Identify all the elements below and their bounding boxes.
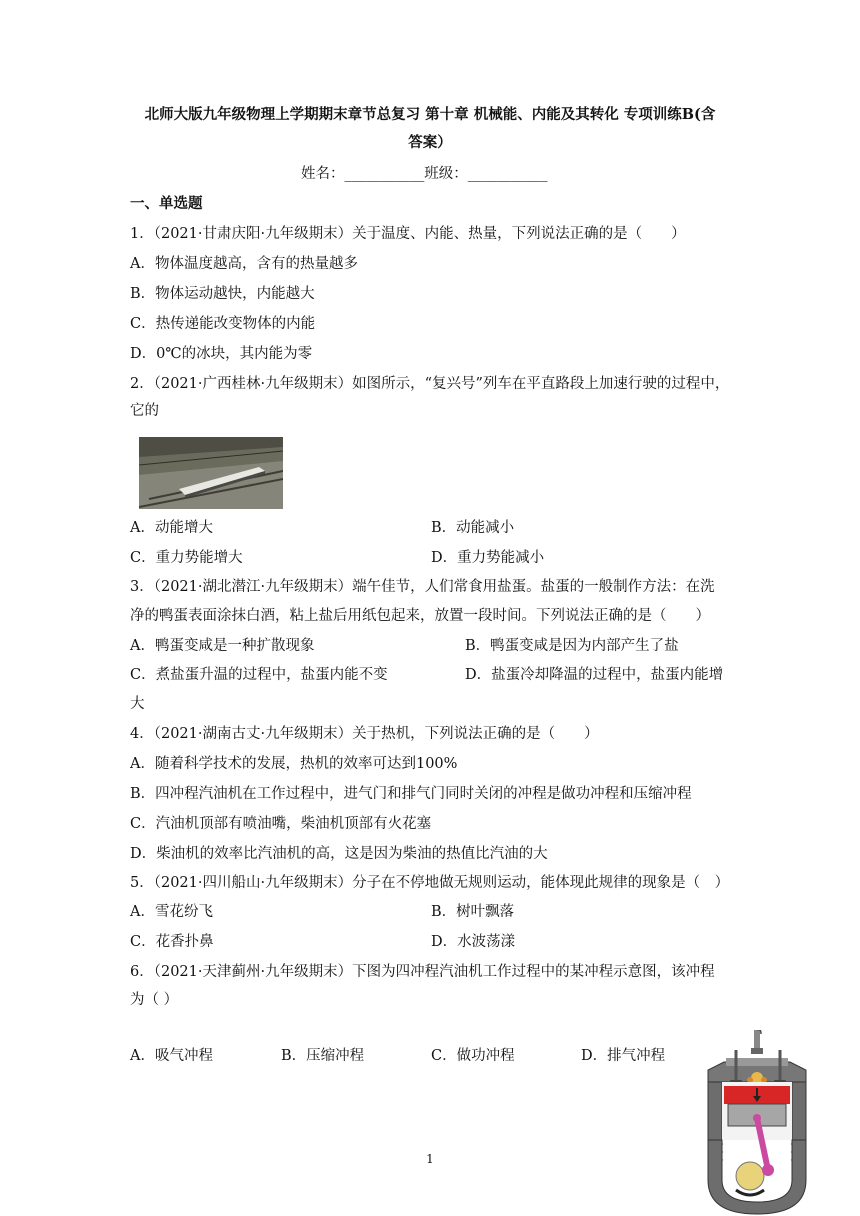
q1-option-d: D．0℃的冰块，其内能为零: [130, 346, 313, 362]
title-line-1: 北师大版九年级物理上学期期末章节总复习 第十章 机械能、内能及其转化 专项训练B(含: [144, 106, 716, 123]
q4-option-b: B．四冲程汽油机在工作过程中，进气门和排气门同时关闭的冲程是做功冲程和压缩冲程: [130, 786, 692, 802]
q1-option-a: A．物体温度越高，含有的热量越多: [130, 256, 358, 272]
q6-option-c: C．做功冲程: [431, 1048, 515, 1064]
q4-option-c: C．汽油机顶部有喷油嘴，柴油机顶部有火花塞: [130, 816, 432, 832]
train-photo: [139, 437, 283, 509]
q3-stem-line-1: 3．（2021·湖北潜江·九年级期末）端午佳节，人们常食用盐蛋。盐蛋的一般制作方法：在洗: [130, 579, 715, 595]
q3-option-b: B．鸭蛋变咸是因为内部产生了盐: [465, 638, 679, 654]
q1-option-b: B．物体运动越快，内能越大: [130, 286, 315, 302]
q5-option-c: C．花香扑鼻: [130, 934, 214, 950]
q5-stem: 5．（2021·四川船山·九年级期末）分子在不停地做无规则运动，能体现此规律的现象是（ ）: [130, 875, 730, 891]
q2-stem-line-1: 2．（2021·广西桂林·九年级期末）如图所示，“复兴号”列车在平直路段上加速行驶的过程中，: [130, 376, 730, 392]
q3-stem-line-2: 净的鸭蛋表面涂抹白酒，粘上盐后用纸包起来，放置一段时间。下列说法正确的是（ ）: [130, 608, 710, 624]
q2-option-d: D．重力势能减小: [431, 550, 545, 566]
q5-option-d: D．水波荡漾: [431, 934, 516, 950]
section-heading: 一、单选题: [130, 195, 203, 212]
q6-option-b: B．压缩冲程: [281, 1048, 365, 1064]
q4-stem: 4．（2021·湖南古丈·九年级期末）关于热机，下列说法正确的是（ ）: [130, 726, 599, 742]
q2-option-a: A．动能增大: [130, 520, 213, 536]
title-line-2: 答案）: [408, 134, 452, 151]
q1-option-c: C．热传递能改变物体的内能: [130, 316, 316, 332]
page-number: 1: [426, 1152, 434, 1166]
q6-stem-line-2: 为（ ）: [130, 992, 179, 1008]
engine-stroke-diagram: [704, 1030, 814, 1216]
q2-option-c: C．重力势能增大: [130, 550, 243, 566]
q3-option-d-wrap: 大: [130, 696, 145, 712]
q3-option-c: C．煮盐蛋升温的过程中，盐蛋内能不变: [130, 667, 388, 683]
document-title: [120, 101, 740, 157]
name-class-line: 姓名：___________班级：___________: [301, 166, 548, 182]
q3-option-d: D．盐蛋冷却降温的过程中，盐蛋内能增: [465, 667, 724, 683]
q6-option-d: D．排气冲程: [581, 1048, 666, 1064]
q1-stem: 1．（2021·甘肃庆阳·九年级期末）关于温度、内能、热量，下列说法正确的是（ ）: [130, 226, 686, 242]
q6-stem-line-1: 6．（2021·天津蓟州·九年级期末）下图为四冲程汽油机工作过程中的某冲程示意图，该冲程: [130, 964, 715, 980]
q5-option-a: A．雪花纷飞: [130, 904, 213, 920]
q2-stem-line-2: 它的: [130, 403, 159, 419]
q3-option-a: A．鸭蛋变咸是一种扩散现象: [130, 638, 315, 654]
q4-option-d: D．柴油机的效率比汽油机的高，这是因为柴油的热值比汽油的大: [130, 846, 548, 862]
q4-option-a: A．随着科学技术的发展，热机的效率可达到100%: [130, 756, 458, 772]
q5-option-b: B．树叶飘落: [431, 904, 515, 920]
q6-option-a: A．吸气冲程: [130, 1048, 213, 1064]
q2-option-b: B．动能减小: [431, 520, 515, 536]
